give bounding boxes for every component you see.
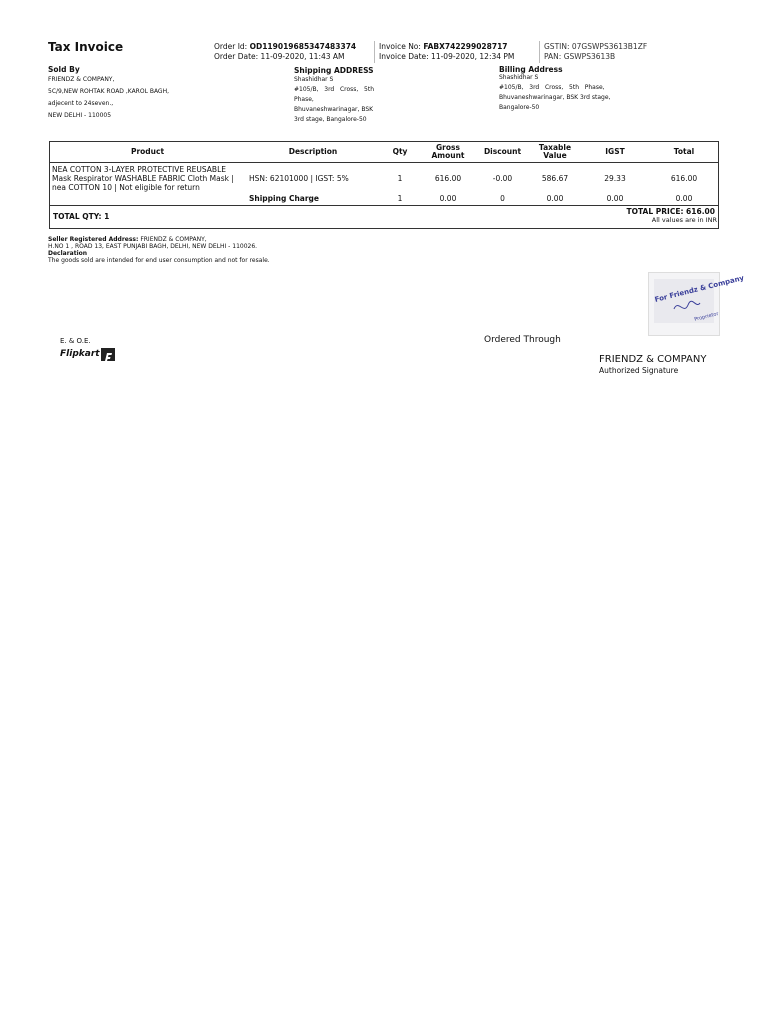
col-discount: Discount	[476, 142, 529, 163]
cell-product	[49, 193, 246, 204]
shipping-line: Shashidhar S	[294, 76, 334, 83]
seller-address-line2: H.NO 1 , ROAD 13, EAST PUNJABI BAGH, DELHI, NEW DELHI - 110026.	[48, 243, 258, 250]
total-qty: TOTAL QTY: 1	[53, 212, 110, 221]
ordered-through: Ordered Through	[484, 335, 561, 345]
invoice-date-label: Invoice Date:	[379, 52, 429, 61]
declaration-text: The goods sold are intended for end user consumption and not for resale.	[48, 257, 270, 264]
cell-igst: 29.33	[604, 174, 626, 183]
col-taxable-line1: Taxable	[538, 143, 572, 152]
col-gross-line1: Gross	[436, 143, 460, 152]
stamp-graphic	[653, 273, 745, 323]
billing-address	[499, 73, 629, 113]
col-gross-amount	[420, 142, 476, 163]
cell-taxable: 0.00	[546, 194, 564, 203]
eoe-text: E. & O.E.	[60, 337, 91, 345]
col-total: Total	[649, 142, 719, 163]
table-rule	[49, 205, 719, 206]
inr-note: All values are in INR	[651, 216, 717, 224]
billing-line: Shashidhar S	[499, 74, 539, 81]
col-taxable-line2: Value	[543, 151, 567, 160]
sold-by-heading: Sold By	[48, 65, 80, 74]
table-row	[49, 193, 719, 204]
invoice-title: Tax Invoice	[48, 40, 124, 54]
cell-description: Shipping Charge	[249, 194, 319, 203]
sold-by-line: adjecent to 24seven.,	[48, 100, 114, 107]
col-qty: Qty	[380, 142, 420, 163]
cell-qty: 1	[397, 194, 403, 203]
cell-discount: 0	[500, 194, 505, 203]
cell-gross: 616.00	[434, 174, 462, 183]
invoice-date-line	[379, 52, 514, 62]
shipping-line: #105/B, 3rd Cross, 5th	[294, 86, 375, 93]
gstin: GSTIN: 07GSWPS3613B1ZF	[544, 42, 648, 51]
cell-total: 616.00	[670, 174, 698, 183]
order-date-label: Order Date:	[214, 52, 259, 61]
col-igst: IGST	[581, 142, 649, 163]
sold-by-address	[48, 75, 208, 121]
header-divider-2	[539, 41, 540, 63]
table-bottom-rule	[49, 228, 719, 229]
invoice-no-value: FABX742299028717	[423, 42, 508, 51]
seller-registered-address	[48, 236, 468, 264]
order-id-line	[214, 42, 356, 52]
declaration-heading: Declaration	[48, 250, 88, 257]
cell-taxable: 586.67	[541, 174, 569, 183]
cell-product: NEA COTTON 3-LAYER PROTECTIVE REUSABLE Mask Respirator WASHABLE FABRIC Cloth Mask | nea COTTON 10 | Not eligible for return	[52, 165, 234, 192]
seller-address-value: FRIENDZ & COMPANY,	[140, 236, 207, 243]
billing-line: Bangalore-50	[499, 104, 540, 111]
cell-total: 0.00	[675, 194, 693, 203]
billing-line: Bhuvaneshwarinagar, BSK 3rd stage,	[499, 94, 611, 101]
shipping-address	[294, 75, 384, 125]
flipkart-icon	[101, 348, 115, 361]
svg-text:Proprietor: Proprietor	[693, 311, 720, 323]
order-date-line	[214, 52, 345, 62]
shipping-line: Phase,	[294, 96, 314, 103]
col-product: Product	[49, 142, 246, 163]
shipping-heading: Shipping ADDRESS	[294, 66, 374, 75]
total-price: TOTAL PRICE: 616.00	[626, 207, 715, 216]
cell-description: HSN: 62101000 | IGST: 5%	[249, 174, 349, 183]
signature-stamp	[648, 272, 745, 336]
order-id-value: OD119019685347483374	[249, 42, 357, 51]
order-date-value: 11-09-2020, 11:43 AM	[260, 52, 345, 61]
stamp-image	[653, 273, 745, 323]
invoice-date-value: 11-09-2020, 12:34 PM	[431, 52, 515, 61]
table-header-row	[49, 142, 719, 163]
table-left-border	[49, 141, 50, 229]
table-row	[49, 163, 719, 194]
invoice-no-label: Invoice No:	[379, 42, 421, 51]
shipping-line: Bhuvaneshwarinagar, BSK	[294, 106, 374, 113]
seller-address-label: Seller Registered Address:	[48, 236, 139, 243]
items-table	[49, 141, 719, 204]
cell-gross: 0.00	[439, 194, 457, 203]
flipkart-logo-text: Flipkart	[60, 349, 100, 359]
sold-by-line: FRIENDZ & COMPANY,	[48, 76, 115, 83]
table-right-border	[718, 141, 719, 229]
col-taxable-value	[529, 142, 581, 163]
cell-qty: 1	[397, 174, 403, 183]
shipping-line: 3rd stage, Bangalore-50	[294, 116, 367, 123]
billing-line: #105/B, 3rd Cross, 5th Phase,	[499, 84, 605, 91]
cell-igst: 0.00	[606, 194, 624, 203]
svg-text:For Friendz & Company: For Friendz & Company	[653, 273, 745, 304]
invoice-no-line	[379, 42, 508, 52]
cell-discount: -0.00	[492, 174, 513, 183]
billing-heading: Billing Address	[499, 65, 563, 74]
pan: PAN: GSWPS3613B	[544, 52, 616, 61]
col-description: Description	[246, 142, 380, 163]
order-id-label: Order Id:	[214, 42, 248, 51]
authorized-signature: Authorized Signature	[599, 366, 679, 375]
sold-by-line: 5C/9,NEW ROHTAK ROAD ,KAROL BAGH,	[48, 88, 170, 95]
header-divider-1	[374, 41, 375, 63]
sold-by-line: NEW DELHI - 110005	[48, 112, 112, 119]
col-gross-line2: Amount	[431, 151, 465, 160]
company-name: FRIENDZ & COMPANY	[599, 354, 707, 365]
